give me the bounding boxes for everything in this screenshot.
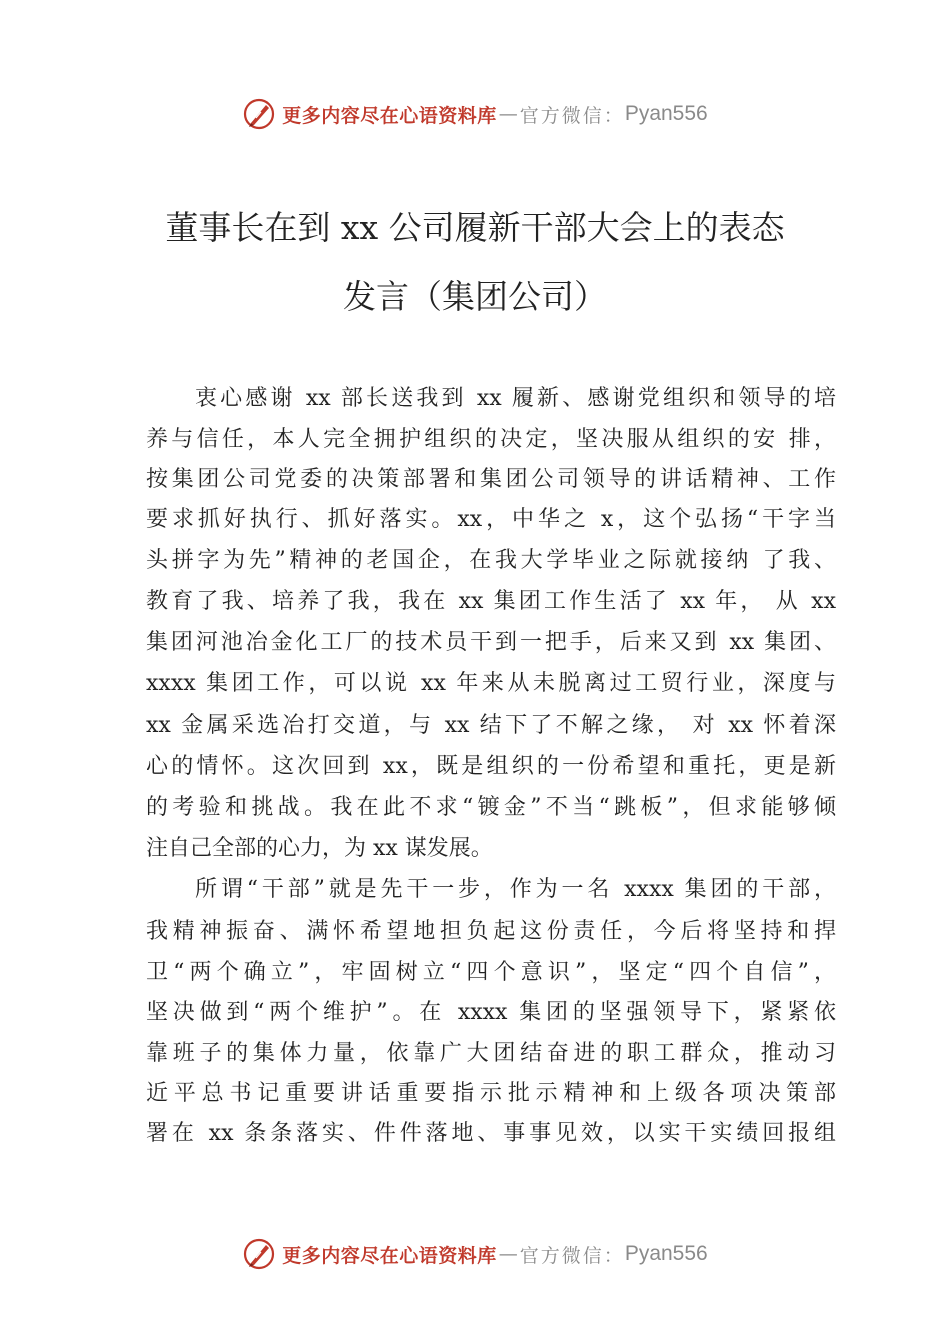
watermark-text: 更多内容尽在心语资料库 [282,104,497,127]
body-line: 所谓“干部”就是先干一步，作为一名 xxxx 集团的干部， [195,877,836,902]
document-title-line-1: 董事长在到 xx 公司履新干部大会上的表态 [165,208,785,247]
wechat-label: 官方微信： [519,1244,625,1267]
body-line: 集团河池冶金化工厂的技术员干到一把手，后来又到 xx 集团、 [146,630,836,655]
body-line: 按集团公司党委的决策部署和集团公司领导的讲话精神、工作 [146,467,836,492]
body-line: 头拼字为先”精神的老国企，在我大学毕业之际就接纳 了我、 [146,548,836,573]
body-line: 我精神振奋、满怀希望地担负起这份责任，今后将坚持和捍 [146,919,836,944]
body-line: 衷心感谢 xx 部长送我到 xx 履新、感谢党组织和领导的培 [195,386,836,411]
watermark-dash: — [498,1243,518,1265]
watermark-dash: — [498,103,518,125]
body-line: 的考验和挑战。我在此不求“镀金”不当“跳板”，但求能够倾 [146,795,836,820]
body-line: 近平总书记重要讲话重要指示批示精神和上级各项决策部 [146,1081,836,1106]
body-line: 心的情怀。这次回到 xx，既是组织的一份希望和重托，更是新 [146,754,836,779]
body-line: 坚决做到“两个维护”。在 xxxx 集团的坚强领导下，紧紧依 [146,1000,836,1025]
document-title-line-2: 发言（集团公司） [343,277,607,316]
body-line: 要求抓好执行、抓好落实。xx，中华之 x，这个弘扬“干字当 [146,507,836,532]
watermark-text: 更多内容尽在心语资料库 [282,1244,497,1267]
body-line: 教育了我、培养了我，我在 xx 集团工作生活了 xx 年， 从 xx [146,589,836,614]
body-line: 靠班子的集体力量，依靠广大团结奋进的职工群众，推动习 [146,1041,836,1066]
header-watermark-banner [0,94,950,134]
body-line: xxxx 集团工作，可以说 xx 年来从未脱离过工贸行业，深度与 [146,671,836,696]
footer-watermark-banner [0,1234,950,1274]
quill-pen-logo-icon [242,1237,276,1271]
body-line: 卫“两个确立”，牢固树立“四个意识”，坚定“四个自信”， [146,960,836,985]
body-line: xx 金属采选冶打交道，与 xx 结下了不解之缘， 对 xx 怀着深 [146,713,836,738]
wechat-id: Pyan556 [624,102,708,125]
body-line: 署在 xx 条条落实、件件落地、事事见效，以实干实绩回报组 [146,1121,836,1146]
body-line: 注自己全部的心力，为 xx 谋发展。 [146,836,493,861]
wechat-id: Pyan556 [624,1242,708,1265]
quill-pen-logo-icon [242,97,276,131]
body-line: 养与信任，本人完全拥护组织的决定，坚决服从组织的安 排， [146,427,836,452]
wechat-label: 官方微信： [519,104,625,127]
